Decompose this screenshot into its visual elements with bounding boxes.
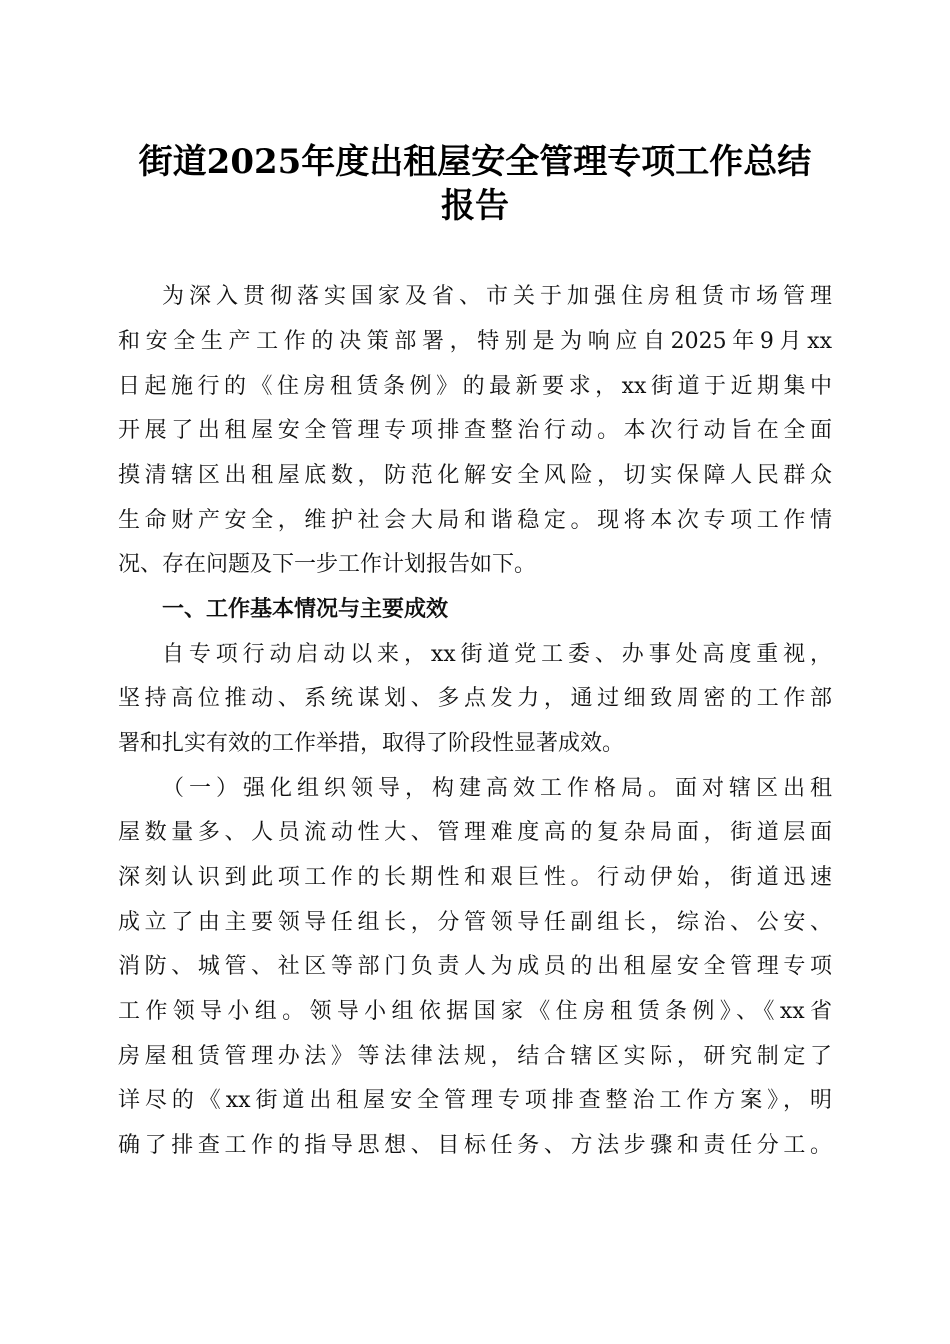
body-line: 日起施行的《住房租赁条例》的最新要求，xx街道于近期集中 <box>118 374 832 399</box>
body-line: 况、存在问题及下一步工作计划报告如下。 <box>118 552 537 577</box>
section-heading: 一、工作基本情况与主要成效 <box>162 597 449 622</box>
body-line: 生命财产安全，维护社会大局和谐稳定。现将本次专项工作情 <box>118 508 832 533</box>
body-line: 开展了出租屋安全管理专项排查整治行动。本次行动旨在全面 <box>118 418 832 443</box>
document-title-line-2: 报告 <box>441 186 509 226</box>
body-line: 自专项行动启动以来，xx街道党工委、办事处高度重视， <box>162 642 832 667</box>
body-line: 确了排查工作的指导思想、目标任务、方法步骤和责任分工。 <box>118 1133 832 1158</box>
body-line: 和安全生产工作的决策部署，特别是为响应自2025年9月xx <box>118 329 832 354</box>
body-line: 消防、城管、社区等部门负责人为成员的出租屋安全管理专项 <box>118 954 832 979</box>
body-line: 为深入贯彻落实国家及省、市关于加强住房租赁市场管理 <box>162 284 832 309</box>
body-line: 房屋租赁管理办法》等法律法规，结合辖区实际，研究制定了 <box>118 1044 832 1069</box>
body-line: 屋数量多、人员流动性大、管理难度高的复杂局面，街道层面 <box>118 820 832 845</box>
subsection-line: （一）强化组织领导，构建高效工作格局。面对辖区出租 <box>162 776 832 801</box>
body-line: 深刻认识到此项工作的长期性和艰巨性。行动伊始，街道迅速 <box>118 865 832 890</box>
body-line: 摸清辖区出租屋底数，防范化解安全风险，切实保障人民群众 <box>118 463 832 488</box>
body-line: 详尽的《xx街道出租屋安全管理专项排查整治工作方案》，明 <box>118 1088 832 1113</box>
body-line: 工作领导小组。领导小组依据国家《住房租赁条例》、《xx省 <box>118 999 832 1024</box>
body-line: 坚持高位推动、系统谋划、多点发力，通过细致周密的工作部 <box>118 686 832 711</box>
body-line: 署和扎实有效的工作举措，取得了阶段性显著成效。 <box>118 731 625 756</box>
document-title-line-1: 街道2025年度出租屋安全管理专项工作总结 <box>138 142 812 182</box>
body-line: 成立了由主要领导任组长，分管领导任副组长，综治、公安、 <box>118 910 832 935</box>
